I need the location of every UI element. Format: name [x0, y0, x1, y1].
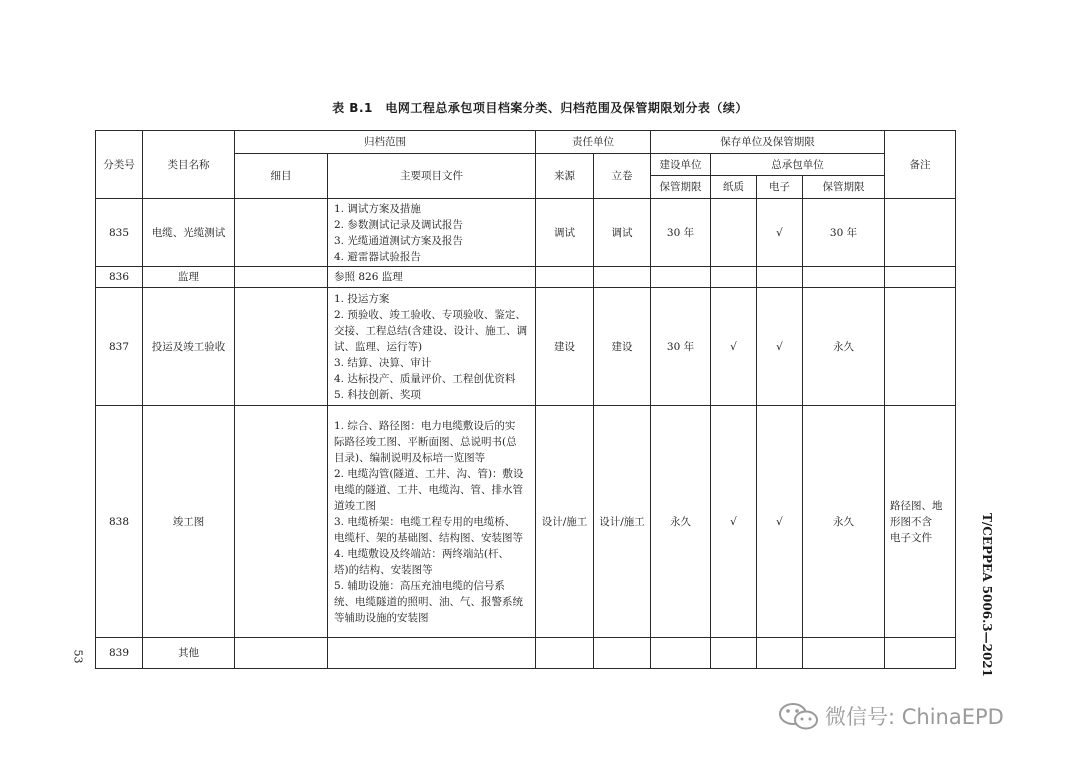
cell-paper: [711, 638, 757, 669]
cell-code: 839: [96, 638, 143, 669]
file-line: 2. 电缆沟管(隧道、工井、沟、管)：敷设: [334, 467, 524, 480]
cell-filing: 调试: [594, 199, 651, 267]
header-period2: 保管期限: [803, 176, 885, 199]
cell-paper: [711, 267, 757, 288]
table-row: [96, 406, 956, 638]
cell-detail: [235, 406, 328, 638]
cell-category-name: 监理: [143, 267, 235, 288]
cell-source: 设计/施工: [536, 406, 594, 638]
table-row: [96, 288, 956, 406]
cell-detail: [235, 199, 328, 267]
cell-detail: [235, 288, 328, 406]
header-retention: 保存单位及保管期限: [651, 131, 885, 154]
cell-main-files: [328, 406, 536, 638]
file-line: 3. 光缆通道测试方案及报告: [334, 234, 463, 247]
cell-remarks: [885, 199, 956, 267]
cell-code: 837: [96, 288, 143, 406]
cell-source: [536, 638, 594, 669]
watermark-text: 微信号: ChinaEPD: [825, 705, 1004, 729]
header-period: 保管期限: [651, 176, 711, 199]
cell-paper: √: [711, 288, 757, 406]
header-category: 类目名称: [143, 131, 235, 199]
cell-remarks: [885, 638, 956, 669]
cell-detail: [235, 267, 328, 288]
file-line: 1. 调试方案及措施: [334, 202, 421, 215]
file-line: 5. 科技创新、奖项: [334, 388, 421, 401]
cell-construction-period: [651, 638, 711, 669]
remark-line: 路径图、地: [890, 499, 943, 512]
file-line: 1. 投运方案: [334, 292, 390, 305]
file-line: 试、监理、运行等): [334, 340, 423, 353]
file-line: 4. 达标投产、质量评价、工程创优资料: [334, 372, 516, 385]
cell-code: 838: [96, 406, 143, 638]
header-responsibility: 责任单位: [536, 131, 651, 154]
watermark: [777, 699, 1057, 733]
header-scope: 归档范围: [235, 131, 536, 154]
file-line: 目录)、编制说明及标培一览图等: [334, 451, 486, 464]
cell-electronic: √: [757, 199, 803, 267]
file-line: 2. 预验收、竣工验收、专项验收、鉴定、: [334, 308, 526, 321]
file-line: 4. 电缆敷设及终端站：两终端站(杆、: [334, 547, 509, 560]
file-line: 3. 电缆桥架：电缆工程专用的电缆桥、: [334, 515, 516, 528]
file-line: 等辅助设施的安装图: [334, 611, 429, 624]
table-row: [96, 267, 956, 288]
cell-contractor-period: 30 年: [803, 199, 885, 267]
cell-category-name: 投运及竣工验收: [143, 288, 235, 406]
cell-construction-period: [651, 267, 711, 288]
cell-category-name: 电缆、光缆测试: [143, 199, 235, 267]
cell-paper: √: [711, 406, 757, 638]
cell-main-files: [328, 638, 536, 669]
cell-remarks: [885, 267, 956, 288]
cell-category-name: 其他: [143, 638, 235, 669]
file-line: 1. 综合、路径图：电力电缆敷设后的实: [334, 419, 516, 432]
cell-construction-period: 30 年: [651, 288, 711, 406]
cell-contractor-period: 永久: [803, 406, 885, 638]
table-row: [96, 638, 956, 669]
cell-contractor-period: [803, 638, 885, 669]
cell-category-name: 竣工图: [143, 406, 235, 638]
header-contractor-unit: 总承包单位: [711, 154, 885, 176]
header-filing: 立卷: [594, 154, 651, 199]
file-line: 参照 826 监理: [334, 271, 403, 283]
standard-number: T/CEPPEA 5006.3—2021: [980, 512, 994, 678]
header-code: 分类号: [96, 131, 143, 199]
remark-line: 电子文件: [890, 531, 932, 544]
cell-remarks: [885, 288, 956, 406]
cell-electronic: √: [757, 406, 803, 638]
cell-main-files: [328, 199, 536, 267]
header-remarks: 备注: [885, 131, 956, 199]
file-line: 道竣工图: [334, 499, 376, 512]
table-row: [96, 199, 956, 267]
cell-contractor-period: [803, 267, 885, 288]
cell-filing: [594, 638, 651, 669]
header-construction-unit: 建设单位: [651, 154, 711, 176]
cell-filing: 设计/施工: [594, 406, 651, 638]
cell-remarks: [885, 406, 956, 638]
file-line: 际路径竣工图、平断面图、总说明书(总: [334, 435, 517, 448]
cell-construction-period: 永久: [651, 406, 711, 638]
cell-detail: [235, 638, 328, 669]
cell-electronic: √: [757, 288, 803, 406]
page-number: 53: [71, 649, 85, 664]
header-source: 来源: [536, 154, 594, 199]
header-paper: 纸质: [711, 176, 757, 199]
cell-main-files: [328, 267, 536, 288]
file-line: 电缆杆、架的基础图、结构图、安装图等: [334, 531, 523, 544]
file-line: 统、电缆隧道的照明、油、气、报警系统: [334, 595, 523, 608]
table-title: 表 B.1 电网工程总承包项目档案分类、归档范围及保管期限划分表（续）: [332, 101, 748, 115]
file-line: 交接、工程总结(含建设、设计、施工、调: [334, 324, 528, 337]
cell-filing: 建设: [594, 288, 651, 406]
file-line: 电缆的隧道、工井、电缆沟、管、排水管: [334, 483, 523, 496]
wechat-icon: [777, 701, 821, 731]
remark-line: 形图不含: [890, 515, 932, 528]
file-line: 塔)的结构、安装图等: [334, 563, 433, 576]
cell-source: [536, 267, 594, 288]
archive-table: [95, 130, 956, 669]
cell-source: 调试: [536, 199, 594, 267]
file-line: 2. 参数测试记录及调试报告: [334, 218, 463, 231]
cell-paper: [711, 199, 757, 267]
cell-contractor-period: 永久: [803, 288, 885, 406]
cell-main-files: [328, 288, 536, 406]
cell-source: 建设: [536, 288, 594, 406]
header-detail: 细目: [235, 154, 328, 199]
header-electronic: 电子: [757, 176, 803, 199]
file-line: 3. 结算、决算、审计: [334, 356, 432, 369]
cell-electronic: [757, 267, 803, 288]
file-line: 5. 辅助设施：高压充油电缆的信号系: [334, 579, 505, 592]
cell-code: 836: [96, 267, 143, 288]
file-line: 4. 避雷器试验报告: [334, 250, 421, 263]
header-main-files: 主要项目文件: [328, 154, 536, 199]
cell-filing: [594, 267, 651, 288]
cell-construction-period: 30 年: [651, 199, 711, 267]
cell-code: 835: [96, 199, 143, 267]
cell-electronic: [757, 638, 803, 669]
